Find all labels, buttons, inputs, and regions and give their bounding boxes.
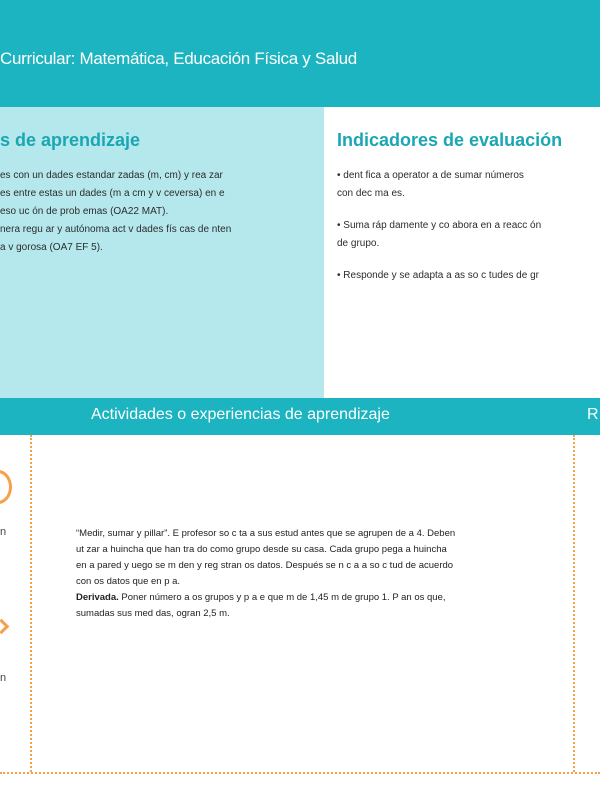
activity-line: “Medir, sumar y pillar”. E profesor so c ta a sus estud antes que se agrupen de a 4. Deben [76, 528, 456, 539]
activity-line: ut zar a huincha que han tra do como grupo desde su casa. Cada grupo pega a huincha [76, 544, 447, 555]
indicator-item: • Suma ráp damente y co abora en a reacc ón de grupo. [337, 220, 542, 249]
derivada-label: Derivada. [76, 592, 119, 603]
indicator-item: • dent fica a operator a de sumar números con dec ma es. [337, 170, 524, 199]
activity-line: en a pared y uego se m den y reg stran os datos. Después se n c a a so c tud de acuerdo [76, 560, 454, 571]
resources-label: R [587, 406, 599, 423]
objectives-panel [0, 107, 324, 398]
objectives-heading: s de aprendizaje [0, 130, 141, 150]
activity-line: con os datos que en p a. [76, 576, 181, 587]
activities-label: Actividades o experiencias de aprendizaje [91, 406, 390, 423]
activity-line: sumadas sus med das, ogran 2,5 m. [76, 608, 230, 619]
objectives-line: nera regu ar y autónoma act v dades fís cas de nten [0, 224, 232, 235]
derivada-text: Poner número a os grupos y p a e que m de 1,45 m de grupo 1. P an os que, [118, 592, 446, 603]
objectives-line: eso uc ón de prob emas (OA22 MAT). [0, 206, 169, 217]
indicators-heading: Indicadores de evaluación [337, 130, 563, 150]
objectives-line: a v gorosa (OA7 EF 5). [0, 242, 103, 253]
dotted-divider-bottom [0, 772, 600, 774]
clock-icon [0, 470, 12, 504]
indicators-list [337, 167, 600, 299]
objectives-line: es con un dades estandar zadas (m, cm) y rea zar [0, 170, 223, 181]
dotted-divider-left [30, 435, 32, 772]
objectives-line: es entre estas un dades (m a cm y v ceversa) en e [0, 188, 225, 199]
objectives-body [0, 167, 300, 257]
activities-bar [0, 398, 600, 435]
header-bar [0, 0, 600, 107]
dotted-divider-right [573, 435, 575, 772]
side-text: n [0, 672, 7, 684]
activity-description [76, 526, 536, 622]
indicator-item: • Responde y se adapta a as so c tudes de gr [337, 270, 539, 281]
indicators-panel [324, 107, 600, 398]
page-title: Curricular: Matemática, Educación Física y Salud [0, 49, 357, 68]
chevron-icon [0, 619, 9, 635]
derivada-line [76, 590, 536, 606]
side-text: n [0, 526, 7, 538]
